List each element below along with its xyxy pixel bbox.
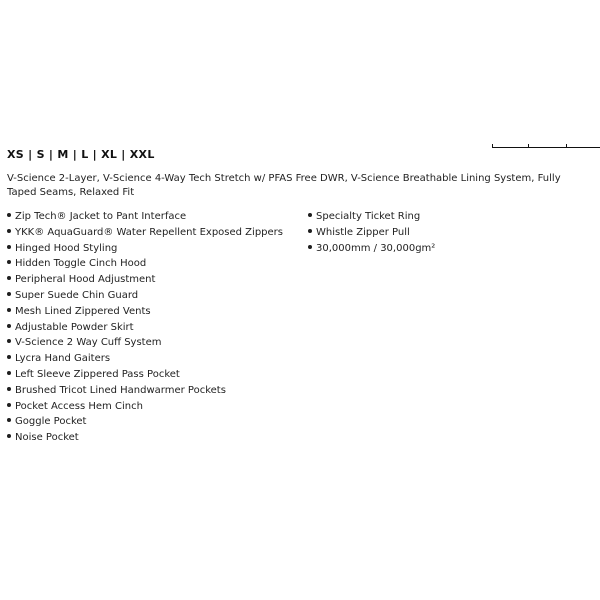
feature-item bbox=[7, 272, 283, 288]
feature-item bbox=[7, 414, 283, 430]
bullet-icon bbox=[7, 403, 11, 407]
bullet-icon bbox=[308, 245, 312, 249]
bullet-icon bbox=[7, 276, 11, 280]
feature-item bbox=[7, 367, 283, 383]
feature-label: Left Sleeve Zippered Pass Pocket bbox=[15, 368, 180, 380]
feature-label: V-Science 2 Way Cuff System bbox=[15, 337, 162, 349]
ruler-tick bbox=[492, 144, 493, 148]
bullet-icon bbox=[308, 213, 312, 217]
bullet-icon bbox=[7, 418, 11, 422]
bullet-icon bbox=[7, 371, 11, 375]
feature-item bbox=[7, 241, 283, 257]
feature-item bbox=[7, 288, 283, 304]
bullet-icon bbox=[7, 434, 11, 438]
feature-label: Super Suede Chin Guard bbox=[15, 289, 139, 301]
bullet-icon bbox=[7, 213, 11, 217]
feature-label: Hidden Toggle Cinch Hood bbox=[15, 258, 147, 270]
feature-item bbox=[7, 430, 283, 446]
bullet-icon bbox=[7, 308, 11, 312]
feature-label: Brushed Tricot Lined Handwarmer Pockets bbox=[15, 384, 226, 396]
feature-label: Goggle Pocket bbox=[15, 416, 87, 428]
feature-label: Specialty Ticket Ring bbox=[316, 211, 421, 222]
feature-list-right bbox=[308, 209, 435, 256]
bullet-icon bbox=[7, 229, 11, 233]
material-description: V-Science 2-Layer, V-Science 4-Way Tech Stretch w/ PFAS Free DWR, V-Science Breathable Lining System, Fully Taped Seams, Relaxed Fit bbox=[7, 173, 561, 198]
feature-item bbox=[7, 225, 283, 241]
feature-label: Mesh Lined Zippered Vents bbox=[15, 305, 151, 317]
bullet-icon bbox=[7, 324, 11, 328]
feature-item bbox=[308, 241, 435, 257]
feature-item bbox=[7, 335, 283, 351]
feature-label: Noise Pocket bbox=[15, 432, 79, 444]
feature-label: Zip Tech® Jacket to Pant Interface bbox=[15, 211, 187, 222]
feature-item bbox=[7, 351, 283, 367]
bullet-icon bbox=[7, 292, 11, 296]
feature-label: Lycra Hand Gaiters bbox=[15, 353, 111, 365]
feature-label: Pocket Access Hem Cinch bbox=[15, 400, 143, 412]
bullet-icon bbox=[7, 355, 11, 359]
bullet-icon bbox=[7, 260, 11, 264]
ruler-tick bbox=[566, 144, 567, 148]
bullet-icon bbox=[308, 229, 312, 233]
bullet-icon bbox=[7, 245, 11, 249]
bullet-icon bbox=[7, 387, 11, 391]
feature-item bbox=[308, 225, 435, 241]
feature-list-left bbox=[7, 209, 283, 446]
bullet-icon bbox=[7, 339, 11, 343]
feature-label: Adjustable Powder Skirt bbox=[15, 321, 134, 333]
feature-label: YKK® AquaGuard® Water Repellent Exposed Zippers bbox=[15, 226, 283, 238]
feature-item bbox=[7, 320, 283, 336]
feature-label: Whistle Zipper Pull bbox=[316, 226, 410, 238]
feature-label: 30,000mm / 30,000gm² bbox=[316, 242, 436, 254]
feature-item bbox=[7, 304, 283, 320]
feature-item bbox=[7, 209, 283, 225]
feature-item bbox=[308, 209, 435, 225]
size-scale-ruler bbox=[492, 143, 600, 148]
feature-item bbox=[7, 399, 283, 415]
feature-item bbox=[7, 256, 283, 272]
feature-label: Peripheral Hood Adjustment bbox=[15, 274, 156, 286]
size-range: XS | S | M | L | XL | XXL bbox=[7, 148, 155, 161]
feature-label: Hinged Hood Styling bbox=[15, 242, 118, 254]
ruler-tick bbox=[528, 144, 529, 148]
feature-item bbox=[7, 383, 283, 399]
